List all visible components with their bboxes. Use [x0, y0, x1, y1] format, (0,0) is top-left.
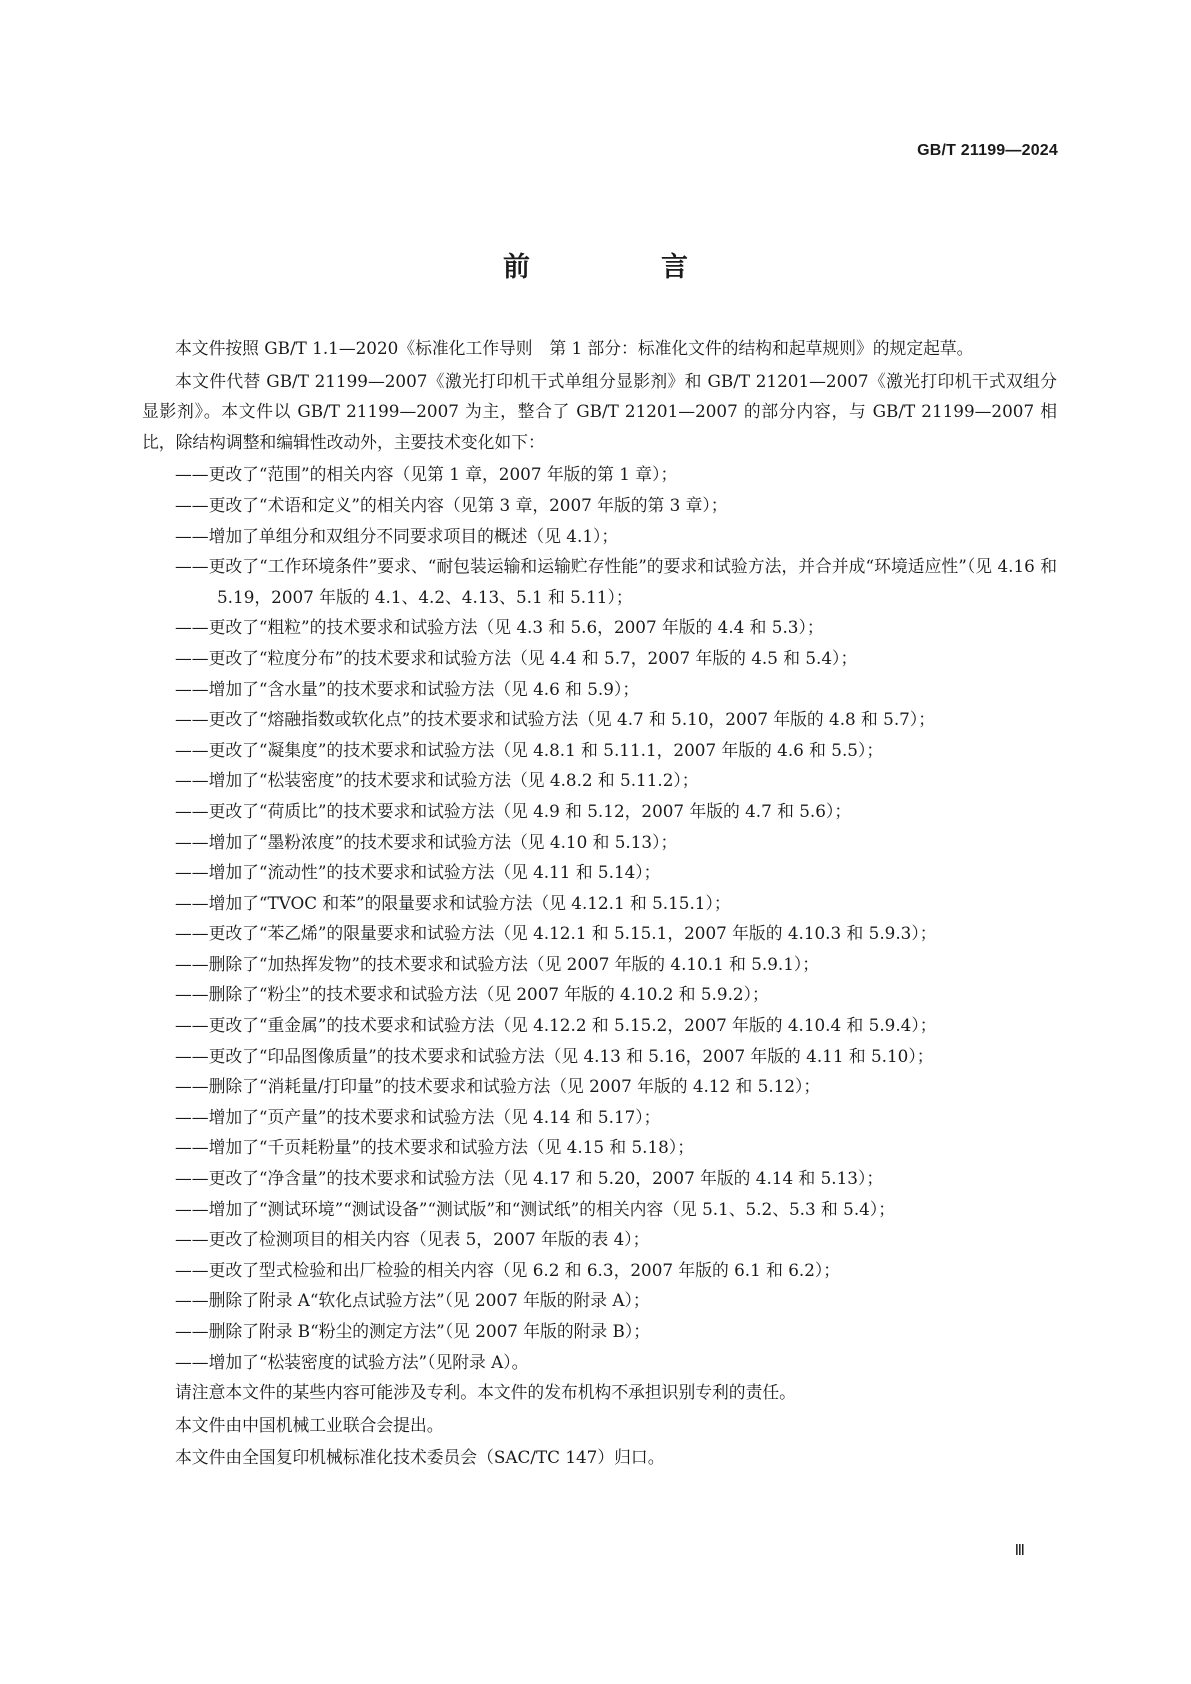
outro-paragraph: 本文件由中国机械工业联合会提出。: [175, 1414, 444, 1435]
change-list-item: ——更改了“苯乙烯”的限量要求和试验方法（见 4.12.1 和 5.15.1，2007 年版的 4.10.3 和 5.9.3）；: [175, 923, 937, 944]
change-list-item: ——增加了“松装密度”的技术要求和试验方法（见 4.8.2 和 5.11.2）；: [175, 770, 699, 791]
outro-paragraph: 本文件由全国复印机械标准化技术委员会（SAC/TC 147）归口。: [175, 1447, 665, 1468]
change-list-item: ——增加了“测试环境”“测试设备”“测试版”和“测试纸”的相关内容（见 5.1、5.2、5.3 和 5.4）；: [175, 1198, 895, 1219]
change-list-item: ——增加了单组分和双组分不同要求项目的概述（见 4.1）；: [175, 525, 619, 546]
page-number: Ⅲ: [1014, 1543, 1025, 1559]
change-list-item: ——更改了“重金属”的技术要求和试验方法（见 4.12.2 和 5.15.2，2007 年版的 4.10.4 和 5.9.4）；: [175, 1015, 937, 1036]
change-list-item: ——增加了“松装密度的试验方法”（见附录 A）。: [175, 1351, 529, 1372]
change-list-item: ——更改了“印品图像质量”的技术要求和试验方法（见 4.13 和 5.16，2007 年版的 4.11 和 5.10）；: [175, 1045, 934, 1066]
change-list-item: ——删除了“加热挥发物”的技术要求和试验方法（见 2007 年版的 4.10.1 和 5.9.1）；: [175, 953, 820, 974]
change-list-item: ——更改了“粒度分布”的技术要求和试验方法（见 4.4 和 5.7，2007 年版的 4.5 和 5.4）；: [175, 647, 858, 668]
technical-changes-list: [142, 459, 1057, 1377]
change-list-item: ——更改了“工作环境条件”要求、“耐包装运输和运输贮存性能”的要求和试验方法，并合并成“环境适应性”（见 4.16 和 5.19，2007 年版的 4.1、4.2、4.13、5.1 和 5.11）；: [175, 556, 1057, 607]
change-list-item: ——增加了“墨粉浓度”的技术要求和试验方法（见 4.10 和 5.13）；: [175, 831, 678, 852]
change-list-item: ——更改了“凝集度”的技术要求和试验方法（见 4.8.1 和 5.11.1，2007 年版的 4.6 和 5.5）；: [175, 739, 884, 760]
change-list-item: ——增加了“TVOC 和苯”的限量要求和试验方法（见 4.12.1 和 5.15.1）；: [175, 892, 731, 913]
change-list-item: ——更改了“范围”的相关内容（见第 1 章，2007 年版的第 1 章）；: [175, 464, 678, 485]
change-list-item: ——更改了型式检验和出厂检验的相关内容（见 6.2 和 6.3，2007 年版的 6.1 和 6.2）；: [175, 1259, 841, 1280]
change-list-item: ——增加了“千页耗粉量”的技术要求和试验方法（见 4.15 和 5.18）；: [175, 1137, 695, 1158]
intro-paragraph: 本文件代替 GB/T 21199—2007《激光打印机干式单组分显影剂》和 GB/T 21201—2007《激光打印机干式双组分显影剂》。本文件以 GB/T 21199—2007 为主，整合了 GB/T 21201—2007 的部分内容，与 GB/T 21199—2007 相比，除结构调整和编辑性改动外，主要技术变化如下：: [142, 370, 1057, 452]
change-list-item: ——更改了“荷质比”的技术要求和试验方法（见 4.9 和 5.12，2007 年版的 4.7 和 5.6）；: [175, 800, 852, 821]
change-list-item: ——更改了“熔融指数或软化点”的技术要求和试验方法（见 4.7 和 5.10，2007 年版的 4.8 和 5.7）；: [175, 709, 936, 730]
change-list-item: ——删除了“消耗量/打印量”的技术要求和试验方法（见 2007 年版的 4.12 和 5.12）；: [175, 1076, 821, 1097]
page-title: 前 言: [503, 252, 740, 283]
change-list-item: ——增加了“流动性”的技术要求和试验方法（见 4.11 和 5.14）；: [175, 862, 661, 883]
change-list-item: ——更改了“粗粒”的技术要求和试验方法（见 4.3 和 5.6，2007 年版的 4.4 和 5.3）；: [175, 617, 824, 638]
standard-number: GB/T 21199—2024: [917, 142, 1058, 159]
intro-paragraph: 本文件按照 GB/T 1.1—2020《标准化工作导则 第 1 部分：标准化文件的结构和起草规则》的规定起草。: [175, 338, 974, 358]
outro-paragraph: 请注意本文件的某些内容可能涉及专利。本文件的发布机构不承担识别专利的责任。: [175, 1382, 796, 1403]
change-list-item: ——增加了“含水量”的技术要求和试验方法（见 4.6 和 5.9）；: [175, 678, 640, 699]
document-body: [142, 333, 1057, 1475]
change-list-item: ——删除了附录 B“粉尘的测定方法”（见 2007 年版的附录 B）；: [175, 1321, 651, 1341]
change-list-item: ——更改了“净含量”的技术要求和试验方法（见 4.17 和 5.20，2007 年版的 4.14 和 5.13）；: [175, 1168, 884, 1189]
change-list-item: ——删除了“粉尘”的技术要求和试验方法（见 2007 年版的 4.10.2 和 5.9.2）；: [175, 984, 769, 1005]
change-list-item: ——删除了附录 A“软化点试验方法”（见 2007 年版的附录 A）；: [175, 1290, 650, 1311]
change-list-item: ——更改了“术语和定义”的相关内容（见第 3 章，2007 年版的第 3 章）；: [175, 494, 728, 515]
change-list-item: ——增加了“页产量”的技术要求和试验方法（见 4.14 和 5.17）；: [175, 1106, 661, 1127]
change-list-item: ——更改了检测项目的相关内容（见表 5，2007 年版的表 4）；: [175, 1229, 650, 1250]
